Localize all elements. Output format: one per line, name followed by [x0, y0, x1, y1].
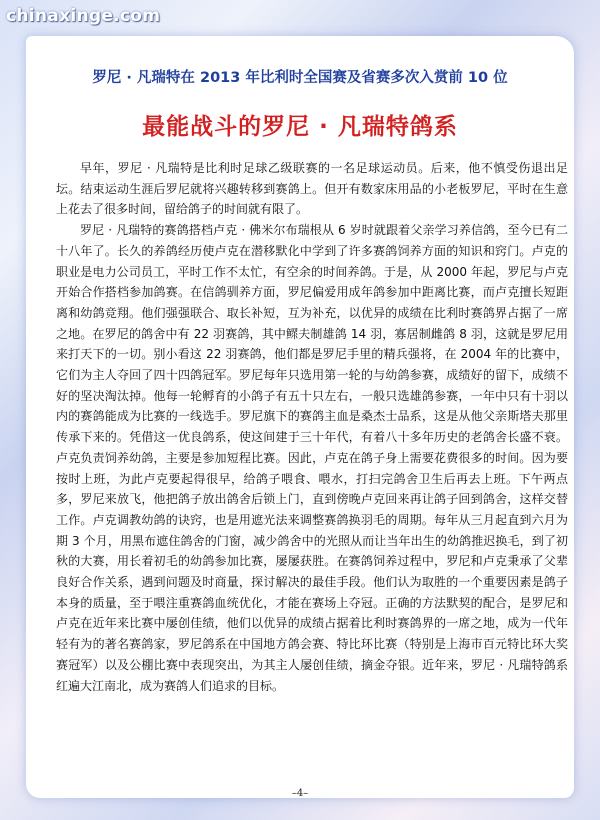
article-page: [26, 36, 574, 798]
paragraph: 罗尼 · 凡瑞特的赛鸽搭档卢克 · 佛米尔布瑞根从 6 岁时就跟着父亲学习养信鸽，至今已有二十八年了。长久的养鸽经历使卢克在潜移默化中学到了许多赛鸽饲养方面的知识和窍门。卢克的职业是电力公司员工，平时工作不太忙，有空余的时间养鸽。于是，从 2000 年起，罗尼与卢克开始合作搭档参加鸽赛。在信鸽驯养方面，罗尼偏爱用成年鸽参加中距离比赛，而卢克擅长短距离和幼鸽竞翔。他们强强联合、取长补短，互为补充，以优异的成绩在比利时赛鸽界占据了一席之地。在罗尼的鸽舍中有 22 羽赛鸽，其中鳏夫制雄鸽 14 羽，寡居制雌鸽 8 羽，这就是罗尼用来打天下的一切。别小看这 22 羽赛鸽，他们都是罗尼手里的精兵强将，在 2004 年的比赛中，它们为主人夺回了四十四鸽冠军。罗尼每年只选用第一轮的与幼鸽参赛，成绩好的留下，成绩不好的坚决淘汰掉。他每一轮孵育的小鸽子有五十只左右，一般只选雄鸽参赛，一年中只有十羽以内的赛鸽能成为比赛的一线选手。罗尼旗下的赛鸽主血是桑杰士品系，这是从他父亲斯塔夫那里传承下来的。凭借这一优良鸽系，使这间建于三十年代，有着八十多年历史的老鸽舍长盛不衰。卢克负责饲养幼鸽，主要是参加短程比赛。因此，卢克在鸽子身上需要花费很多的时间。因为要按时上班，为此卢克要起得很早，给鸽子喂食、喂水，打扫完鸽舍卫生后再去上班。下午两点多，罗尼来放飞，他把鸽子放出鸽舍后锁上门，直到傍晚卢克回来再让鸽子回到鸽舍，这样交替工作。卢克调教幼鸽的诀窍，也是用遮光法来调整赛鸽换羽毛的周期。每年从三月起直到六月为期 3 个月，用黑布遮住鸽舍的门窗，减少鸽舍中的光照从而让当年出生的幼鸽推迟换毛，到了初秋的大赛，用长着初毛的幼鸽参加比赛，屡屡获胜。在赛鸽饲养过程中，罗尼和卢克秉承了父辈良好合作关系，遇到问题及时商量，探讨解决的最佳手段。他们认为取胜的一个重要因素是鸽子本身的质量，至于喂注重赛鸽血统优化，才能在赛场上夺冠。正确的方法默契的配合，是罗尼和卢克在近年来比赛中屡创佳绩，他们以优异的成绩占据着比利时赛鸽界的一席之地，成为一代年轻有为的著名赛鸽家，罗尼鸽系在中国地方鸽会赛、特比环比赛（特别是上海市百元特比环大奖赛冠军）以及公棚比赛中表现突出，为其主人屡创佳绩，摘金夺银。近年来，罗尼 · 凡瑞特鸽系红遍大江南北，成为赛鸽人们追求的目标。: [56, 223, 568, 693]
article-body: [56, 158, 568, 696]
paragraph: 早年，罗尼 · 凡瑞特是比利时足球乙级联赛的一名足球运动员。后来，他不慎受伤退出足坛。结束运动生涯后罗尼就将兴趣转移到赛鸽上。但开有数家床用品的小老板罗尼，平时在生意上花去了很多时间，留给鸽子的时间就有限了。: [56, 161, 568, 217]
article-subtitle: 罗尼 · 凡瑞特在 2013 年比利时全国赛及省赛多次入赏前 10 位: [92, 70, 508, 86]
page-number: –4–: [291, 788, 309, 799]
article-title: 最能战斗的罗尼 · 凡瑞特鸽系: [142, 114, 458, 140]
site-watermark: chinaxinge.com: [6, 6, 161, 26]
